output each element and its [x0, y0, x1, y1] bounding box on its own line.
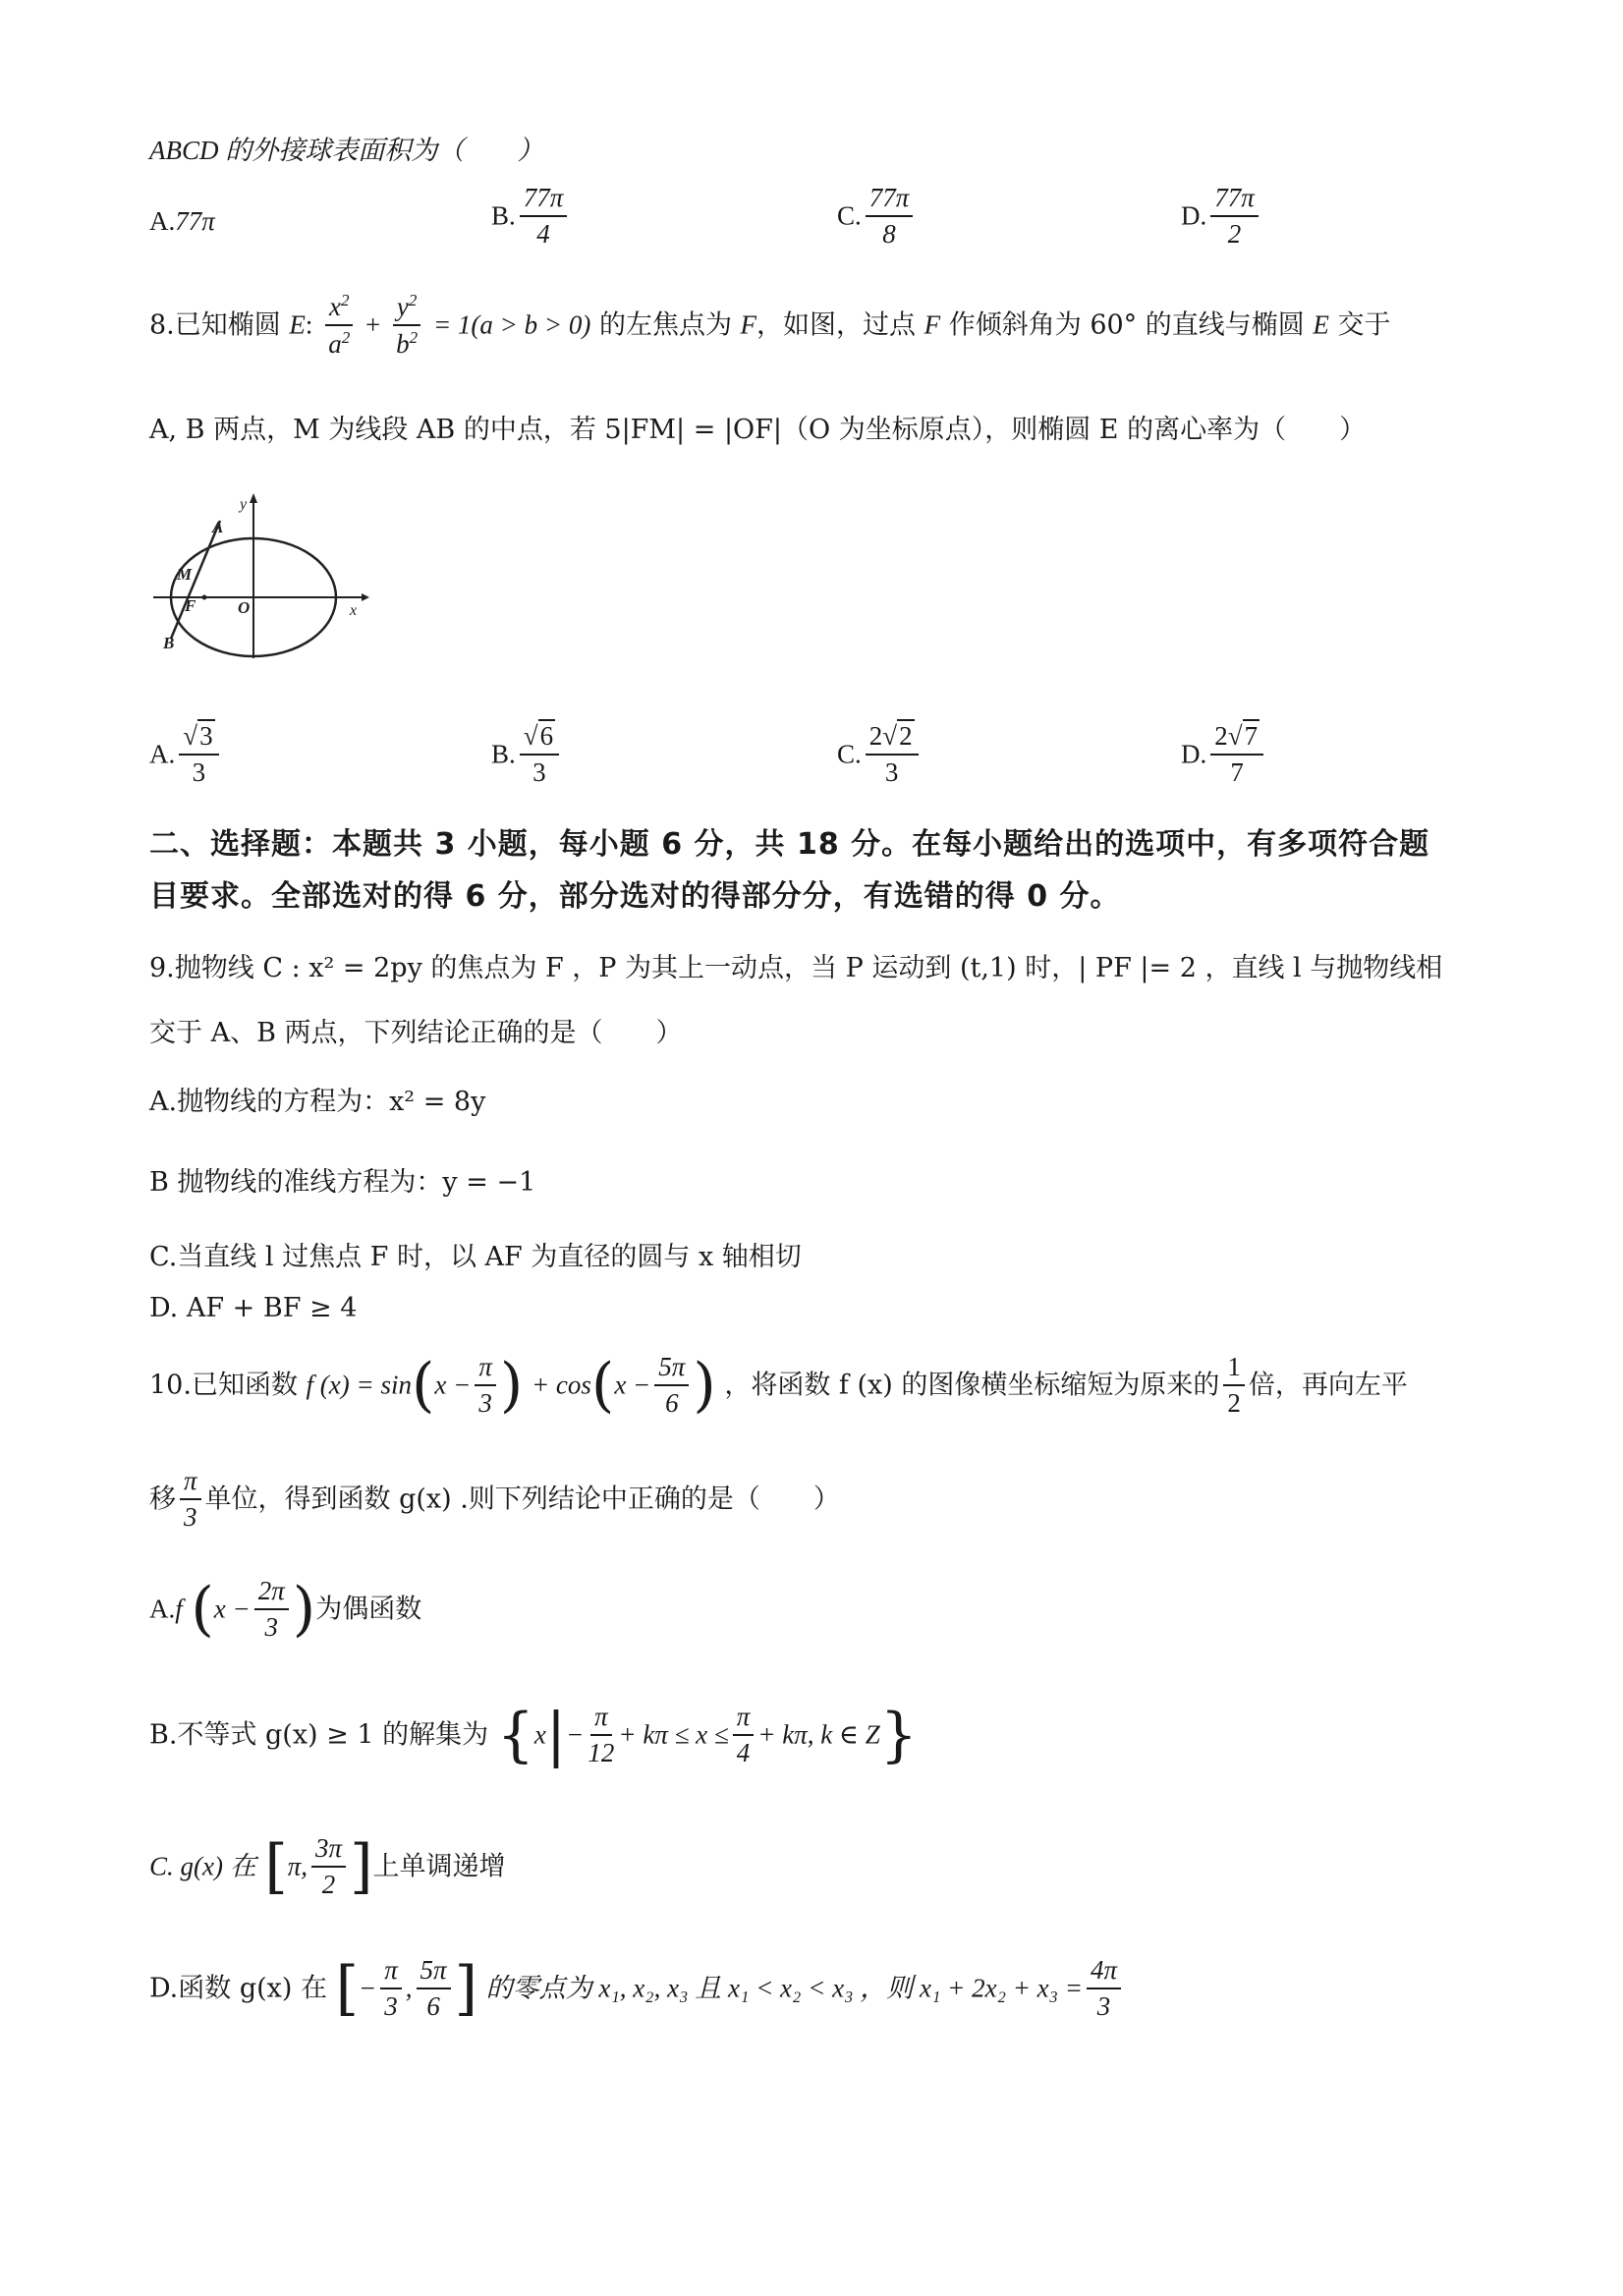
- q9-option-c: C.当直线 l 过焦点 F 时，以 AF 为直径的圆与 x 轴相切: [149, 1242, 802, 1272]
- q10-option-c: C. g(x) 在 [π, $\frac{3\pi}{2}$ ]上单调递增: [149, 1832, 506, 1902]
- q9-option-b: B 抛物线的准线方程为：y = −1: [149, 1167, 536, 1198]
- q9-line2: 交于 A、B 两点，下列结论正确的是（ ）: [149, 1018, 683, 1048]
- q10-option-b: B.不等式 g(x) ≥ 1 的解集为 {x|− $\frac{\pi}{12}$ + kπ ≤ x ≤ $\frac{\pi}{4}$ + kπ, k ∈ Z}: [149, 1701, 918, 1770]
- section2-line2: 目要求。全部选对的得 6 分，部分选对的得部分分，有选错的得 0 分。: [149, 879, 1121, 914]
- q8-option-d: D. $\frac{2√7}{7}$: [1181, 721, 1267, 788]
- fig-label-M: M: [177, 565, 193, 584]
- section2-line1: 二、选择题：本题共 3 小题，每小题 6 分，共 18 分。在每小题给出的选项中，有多项符合题: [149, 827, 1430, 862]
- q10-line1: 10.已知函数 f (x) = sin(x − $\frac{\pi}{3}$ ) + cos(x − $\frac{5\pi}{6}$ ) ，将函数 f (x) 的图像横坐标缩短为原来的 $\frac{1}{2}$ 倍，再向左平: [149, 1351, 1408, 1421]
- q9-option-a: A.抛物线的方程为：x² = 8y: [149, 1087, 486, 1117]
- fig-label-B: B: [163, 634, 175, 652]
- fig-label-y: y: [240, 496, 248, 513]
- q10-option-a: A.f (x − $\frac{2\pi}{3}$ )为偶函数: [149, 1575, 422, 1645]
- fig-label-F: F: [185, 596, 196, 615]
- fig-label-A: A: [212, 518, 224, 536]
- q10-option-d: D.函数 g(x) 在 [− $\frac{\pi}{3}$ , $\frac{5\pi}{6}$ ] 的零点为 x₁, x₂, x₃ 且 x₁ < x₂ < x₃ ，则 x₁ + 2x₂ + x₃ = $\frac{4\pi}{3}$: [149, 1955, 1125, 2022]
- q9-option-d: D. AF + BF ≥ 4: [149, 1293, 358, 1323]
- q7-option-b: B. $\frac{77\pi}{4}$: [491, 183, 571, 250]
- q7-stem: ABCD 的外接球表面积为（ ）: [149, 136, 544, 165]
- q10-line2: 移 $\frac{\pi}{3}$ 单位，得到函数 g(x) .则下列结论中正确的是（ ）: [149, 1466, 840, 1533]
- q9-line1: 9.抛物线 C : x² = 2py 的焦点为 F ，P 为其上一动点，当 P 运动到 (t,1) 时，| PF |= 2 ，直线 l 与抛物线相: [149, 953, 1443, 983]
- q7-option-c: C. $\frac{77\pi}{8}$: [837, 183, 917, 250]
- q8-option-b: B. $\frac{√6}{3}$: [491, 721, 563, 788]
- q8-line1: 8.已知椭圆 E: $\frac{x^2}{a^2}$ + $\frac{y^2}{b^2}$ = 1(a > b > 0) 的左焦点为 F，如图，过点 F 作倾斜角为 60° 的直线与椭圆 E 交于: [149, 291, 1391, 360]
- q7-option-a: A.77π: [149, 206, 215, 236]
- ellipse-figure: [147, 491, 373, 663]
- q8-option-a: A. $\frac{√3}{3}$: [149, 721, 223, 788]
- q8-line2: A, B 两点，M 为线段 AB 的中点，若 5|FM| = |OF|（O 为坐标原点），则椭圆 E 的离心率为（ ）: [149, 415, 1367, 445]
- fig-label-x: x: [350, 602, 358, 619]
- q8-option-c: C. $\frac{2√2}{3}$: [837, 721, 923, 788]
- q7-option-d: D. $\frac{77\pi}{2}$: [1181, 183, 1262, 250]
- fig-label-O: O: [238, 598, 251, 617]
